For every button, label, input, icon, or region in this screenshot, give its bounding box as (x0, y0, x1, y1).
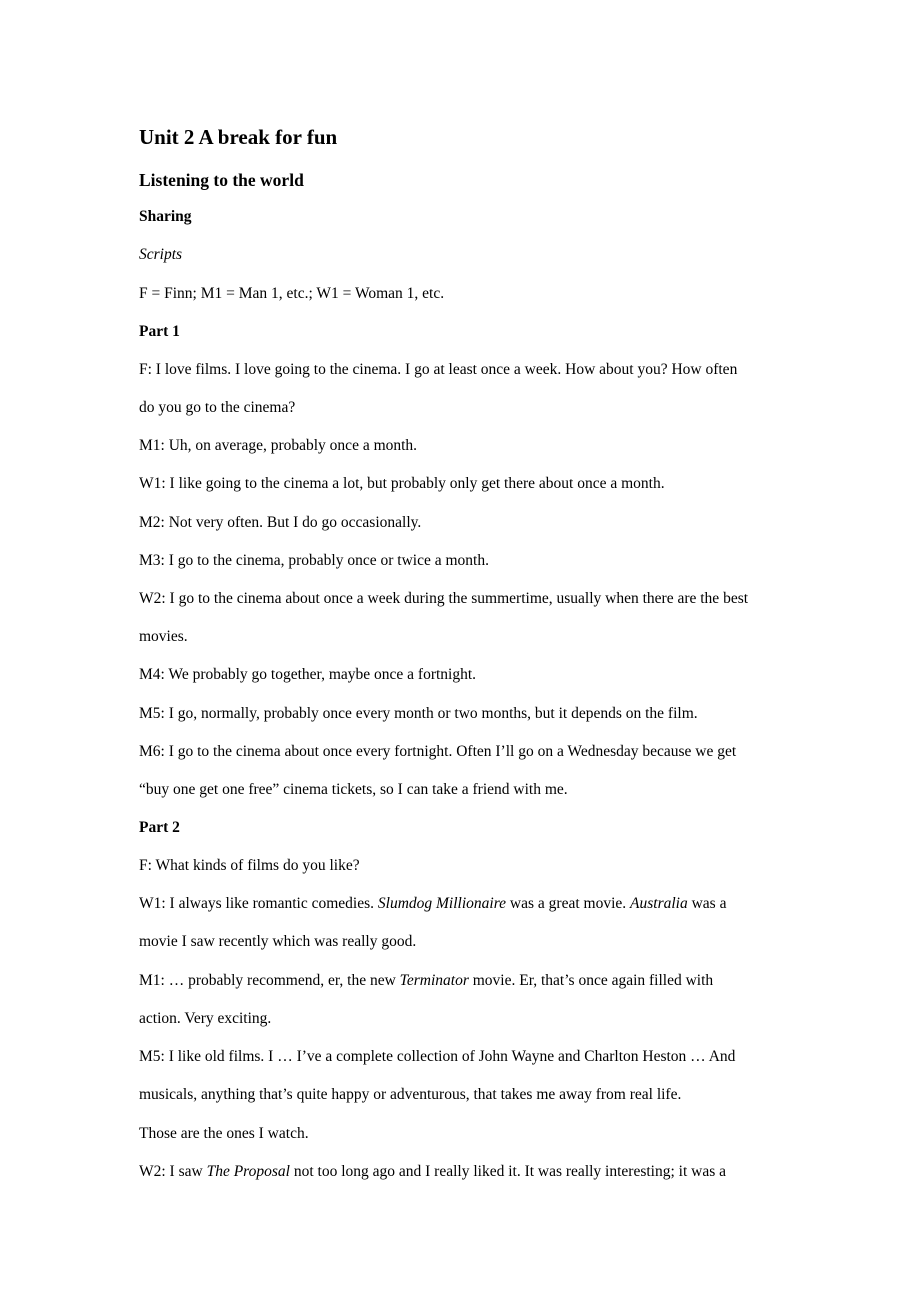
part2-m5-line2: musicals, anything that’s quite happy or adventurous, that takes me away from real life. (139, 1086, 682, 1103)
part1-m5: M5: I go, normally, probably once every month or two months, but it depends on the film. (139, 705, 698, 722)
film-title-proposal: The Proposal (206, 1163, 290, 1180)
part2-w1-text-c: was a (687, 895, 727, 912)
speaker-legend: F = Finn; M1 = Man 1, etc.; W1 = Woman 1, etc. (139, 285, 445, 302)
part2-f: F: What kinds of films do you like? (139, 857, 360, 874)
part2-m5-line1: M5: I like old films. I … I’ve a complete collection of John Wayne and Charlton Heston … And (139, 1048, 736, 1065)
part2-w1-line2: movie I saw recently which was really good. (139, 933, 417, 950)
part2-m1-text-b: movie. Er, that’s once again filled with (468, 972, 714, 989)
part2-w2-line1 (139, 1162, 726, 1182)
part1-w2-line2: movies. (139, 628, 188, 645)
part1-m1: M1: Uh, on average, probably once a month. (139, 437, 418, 454)
part1-w2-line1: W2: I go to the cinema about once a week during the summertime, usually when there are the best (139, 590, 749, 607)
part1-m3: M3: I go to the cinema, probably once or twice a month. (139, 552, 489, 569)
part2-w2-text-a: W2: I saw (139, 1163, 207, 1180)
part1-f-line1: F: I love films. I love going to the cinema. I go at least once a week. How about you? How often (139, 361, 738, 378)
part2-w1-text-a: W1: I always like romantic comedies. (139, 895, 378, 912)
part1-heading: Part 1 (139, 323, 180, 340)
part1-m6-line2: “buy one get one free” cinema tickets, so I can take a friend with me. (139, 781, 568, 798)
part1-w1: W1: I like going to the cinema a lot, but probably only get there about once a month. (139, 475, 665, 492)
part1-m6-line1: M6: I go to the cinema about once every fortnight. Often I’ll go on a Wednesday because we get (139, 743, 737, 760)
part1-m4: M4: We probably go together, maybe once a fortnight. (139, 666, 477, 683)
part2-m1-text-a: M1: … probably recommend, er, the new (139, 972, 400, 989)
film-title-slumdog: Slumdog Millionaire (377, 895, 507, 912)
part2-m5-line3: Those are the ones I watch. (139, 1125, 309, 1142)
part1-m2: M2: Not very often. But I do go occasionally. (139, 514, 422, 531)
part2-m1-line1 (139, 971, 713, 991)
scripts-label: Scripts (139, 246, 183, 263)
subsection-heading: Sharing (139, 208, 192, 225)
part2-m1-line2: action. Very exciting. (139, 1010, 272, 1027)
part2-w1-line1 (139, 894, 726, 914)
part2-w1-text-b: was a great movie. (506, 895, 631, 912)
document-title: Unit 2 A break for fun (139, 125, 338, 149)
film-title-australia: Australia (630, 895, 688, 912)
part2-heading: Part 2 (139, 819, 180, 836)
section-heading: Listening to the world (139, 170, 304, 190)
part2-w2-text-b: not too long ago and I really liked it. It was really interesting; it was a (289, 1163, 727, 1180)
film-title-terminator: Terminator (399, 972, 469, 989)
part1-f-line2: do you go to the cinema? (139, 399, 296, 416)
